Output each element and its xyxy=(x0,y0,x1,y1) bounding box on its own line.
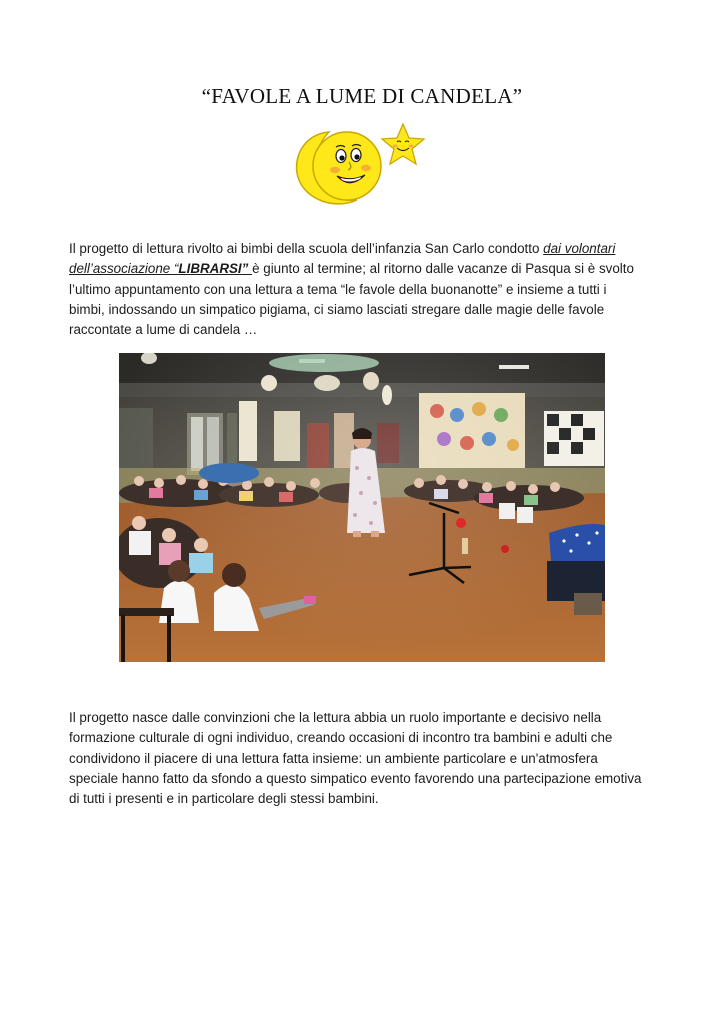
text-run: Il progetto di lettura rivolto ai bimbi della scuola dell’infanzia San Carlo condotto xyxy=(69,241,544,256)
text-line: Il progetto nasce dalle convinzioni che la lettura abbia un ruolo importante e decisivo nella xyxy=(69,710,602,725)
text-line xyxy=(69,239,659,259)
page-title: “FAVOLE A LUME DI CANDELA” xyxy=(201,84,523,108)
text-line: di tutti i presenti e in particolare degli stessi bambini. xyxy=(69,791,379,807)
association-quote-close: ” xyxy=(241,261,253,277)
association-name: LIBRARSI xyxy=(178,261,242,277)
text-line: formazione culturale di ogni individuo, creando occasioni di incontro tra bambini e adulti che xyxy=(69,730,613,746)
text-line: bimbi, indossando un simpatico pigiama, ci siamo lasciati stregare dalle magie delle favole xyxy=(69,301,605,317)
event-photo xyxy=(119,353,605,662)
intro-paragraph xyxy=(69,239,659,340)
text-line xyxy=(69,259,659,279)
text-line: speciale hanno fatto da sfondo a questo simpatico evento favorendo una partecipazione emotiva xyxy=(69,770,642,786)
star-icon xyxy=(382,124,424,164)
text-line: condividono il piacere di una lettura fatta insieme: un ambiente particolare e un'atmosfera xyxy=(69,750,598,766)
moon-icon xyxy=(297,132,381,204)
text-line: raccontate a lume di candela … xyxy=(69,322,258,338)
volunteers-emphasis: dai volontari xyxy=(543,241,616,256)
moon-star-illustration xyxy=(285,118,437,210)
project-paragraph xyxy=(69,708,659,809)
text-line: l’ultimo appuntamento con una lettura a tema “le favole della buonanotte” e insieme a tutti i xyxy=(69,281,607,297)
text-run: è giunto al termine; al ritorno dalle vacanze di Pasqua si è svolto xyxy=(252,261,634,277)
association-emphasis: dell’associazione “ xyxy=(69,261,179,277)
